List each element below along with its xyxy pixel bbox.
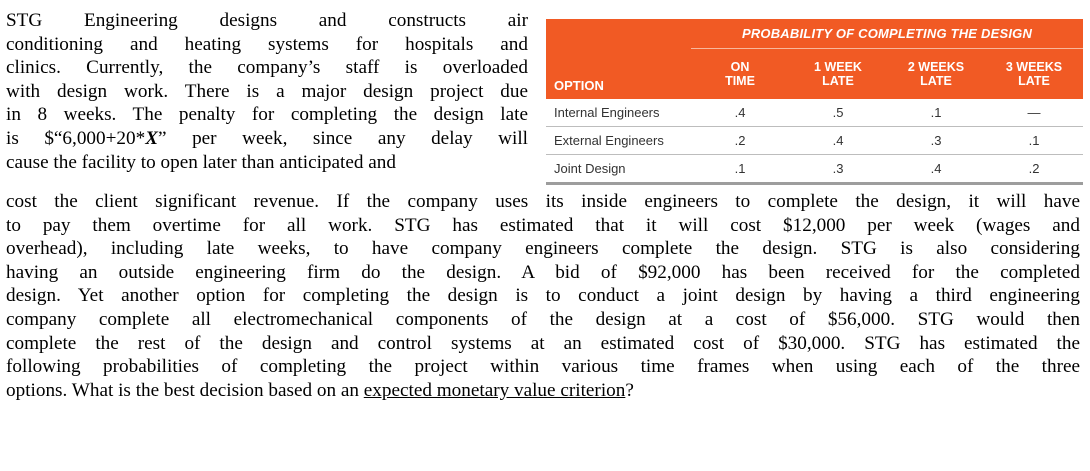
probability-table-container [546,19,1083,187]
text-line: cost the client significant revenue. If the company uses its inside engineers to complete the design, it will have [6,191,1080,212]
table-cell: .3 [887,126,985,154]
table-cell: .1 [985,126,1083,154]
option-column-header: OPTION [554,77,604,93]
table-row-external-engineers [546,126,1083,154]
table-cell: .4 [691,99,789,127]
text-line: cause the facility to open later than anticipated and [6,151,396,173]
row-option-label: Joint Design [546,154,691,183]
table-cell: — [985,99,1083,127]
text-line: STG Engineering designs and constructs air [6,10,528,31]
table-span-header-row [546,19,1083,49]
probability-span-header: PROBABILITY OF COMPLETING THE DESIGN [691,19,1083,49]
text-line: with design work. There is a major design project due [6,80,528,102]
emv-criterion-term: expected monetary value criterion [363,379,626,401]
question-mark: ? [625,379,634,401]
column-header-on-time: ON TIME [725,59,755,88]
question-text: options. What is the best decision based on an [6,379,364,401]
table-row-internal-engineers [546,99,1083,127]
text-line: design. Yet another option for completing the design is to conduct a joint design by having a third engineering [6,285,1080,307]
variable-x: X [145,127,159,149]
row-option-label: External Engineers [546,126,691,154]
penalty-text-start: is $“6,000+20* [6,127,146,149]
text-line: having an outside engineering firm do the design. A bid of $92,000 has been received for the completed [6,261,1080,283]
text-line: in 8 weeks. The penalty for completing the design late [6,104,528,126]
column-header-3-weeks-late: 3 WEEKS LATE [1005,59,1063,88]
text-line: conditioning and heating systems for hospitals and [6,33,528,55]
column-header-1-week-late: 1 WEEK LATE [814,59,862,88]
penalty-line [6,127,528,151]
table-cell: .4 [789,126,887,154]
row-option-label: Internal Engineers [546,99,691,127]
penalty-text-end: ” per week, since any delay will [158,127,529,149]
column-header-2-weeks-late: 2 WEEKS LATE [907,59,965,88]
header-blank-cell [546,19,691,49]
body-paragraph [6,190,1080,402]
table-header-row [546,49,1083,99]
table-row-joint-design [546,154,1083,183]
table-cell: .1 [887,99,985,127]
intro-paragraph [6,9,528,174]
table-cell: .5 [789,99,887,127]
table-cell: .2 [985,154,1083,183]
table-cell: .1 [691,154,789,183]
text-line: to pay them overtime for all work. STG has estimated that it will cost $12,000 per week (wages and [6,214,1080,236]
table-cell: .3 [789,154,887,183]
table-cell: .2 [691,126,789,154]
question-line [6,379,1080,403]
text-line: overhead), including late weeks, to have company engineers complete the design. STG is also considering [6,238,1080,260]
probability-table [546,19,1083,185]
table-cell: .4 [887,154,985,183]
text-line: following probabilities of completing the project within various time frames when using each of the three [6,356,1080,378]
text-line: complete the rest of the design and control systems at an estimated cost of $30,000. STG has estimated the [6,332,1080,354]
text-line: clinics. Currently, the company’s staff is overloaded [6,57,528,79]
text-line: company complete all electromechanical components of the design at a cost of $56,000. STG would then [6,308,1080,330]
